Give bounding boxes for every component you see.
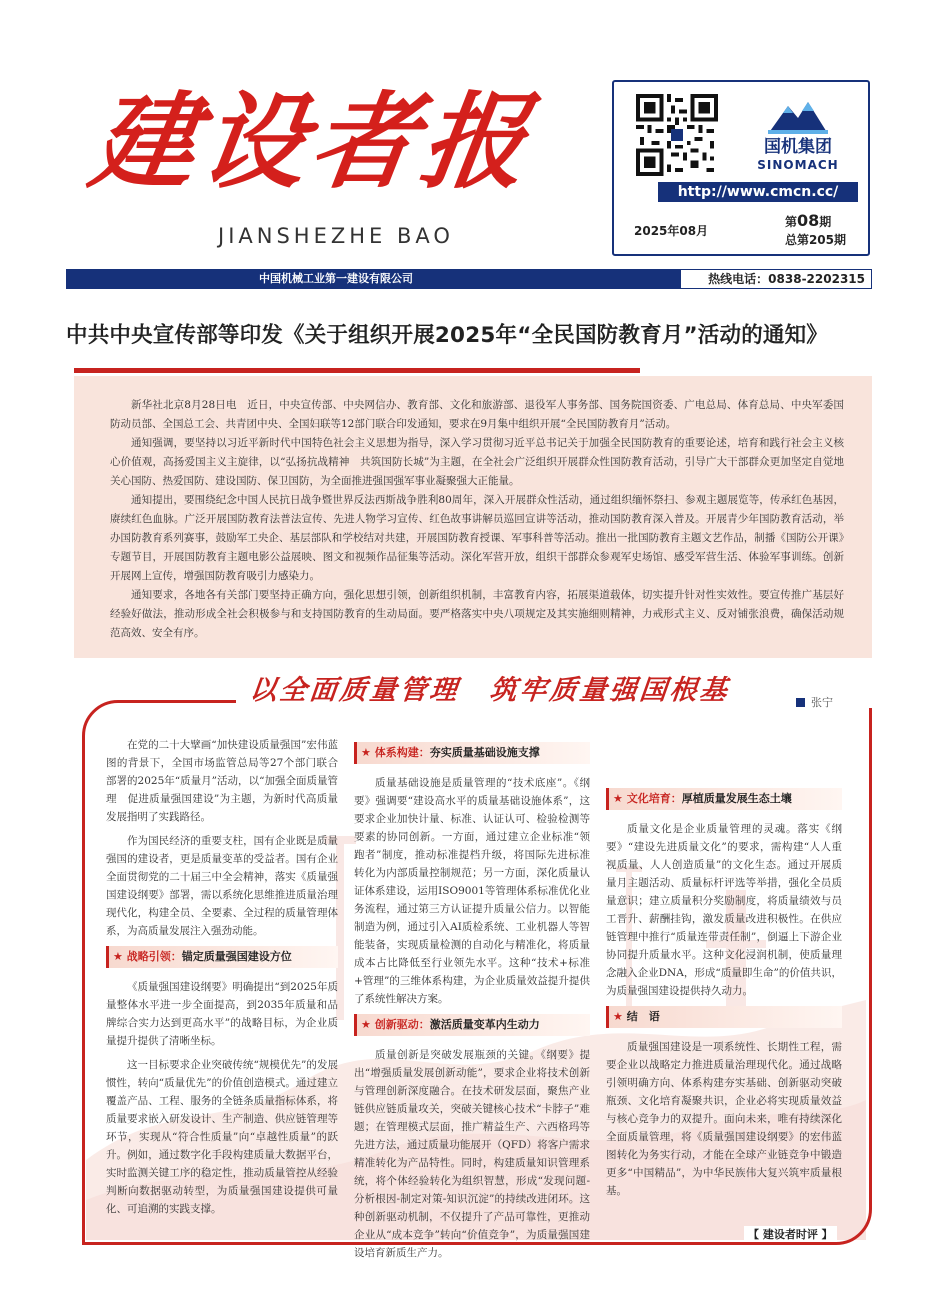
feature-paragraph: 质量文化是企业质量管理的灵魂。落实《纲要》“建设先进质量文化”的要求，需构建“人人重视质量、人人创造质量”的文化生态。通过开展质量月主题活动、质量标杆评选等举措，强化全员质量意识；建立质量积分奖励制度，将质量绩效与员工晋升、薪酬挂钩，激发质量改进积极性。在供应链管理中推行“质量连带责任制”，倒逼上下游企业协同提升质量水平。这种文化浸润机制，使质量理念融入企业DNA，形成“质量即生命”的价值共识，为质量强国建设提供持久动力。 xyxy=(606,823,842,997)
total-issue: 总第205期 xyxy=(784,233,846,247)
star-icon: ★ xyxy=(613,792,623,805)
commentary-tag: 【 建设者时评 】 xyxy=(744,1226,837,1242)
byline-square-icon xyxy=(796,698,805,707)
lead-paragraph: 通知要求，各地各有关部门要坚持正确方向，强化思想引领，创新组织机制，丰富教育内容，拓展渠道载体，切实提升针对性实效性。要宣传推广基层好经验好做法，推动形成全社会积极参与和支持国防教育的生动局面。要严格落实中央八项规定及其实施细则精神，力戒形式主义、反对铺张浪费，确保活动规范高效、安全有序。 xyxy=(110,589,844,639)
feature-paragraph: 这一目标要求企业突破传统“规模优先”的发展惯性，转向“质量优先”的价值创造模式。通过建立覆盖产品、工程、服务的全链条质量指标体系，将质量要求嵌入研发设计、生产制造、供应链管理等环节，实现从“符合性质量”向“卓越性质量”的跃升。例如，通过数字化手段构建质量大数据平台，实时监测关键工序的稳定性，推动质量管控从经验判断向数据驱动转型，为质量强国建设提供可量化、可追溯的实践支撑。 xyxy=(106,1059,338,1215)
newspaper-logo xyxy=(83,72,568,248)
feature-paragraph: 质量基础设施是质量管理的“技术底座”。《纲要》强调要“建设高水平的质量基础设施体系”，这要求企业加快计量、标准、认证认可、检验检测等要素的协同创新。一方面，通过建立企业标准“领跑者”制度，推动标准提档升级，将国际先进标准转化为内部质量控制规范；另一方面，深化质量认证体系建设，运用ISO9001等管理体系标准优化业务流程，通过第三方认证提升质量公信力。以智能制造为例，通过引入AI质检系统、工业机器人等智能装备，实现质量检测的自动化与精准化，将质量成本占比降低至行业领先水平。这种“技术+标准+管理”的三维体系构建，为企业质量效益提升提供了系统性解决方案。 xyxy=(354,777,590,1005)
lead-headline: 中共中央宣传部等印发《关于组织开展2025年“全民国防教育月”活动的通知》 xyxy=(66,323,829,348)
sinomach-logo xyxy=(748,96,848,176)
feature-column-2 xyxy=(354,746,590,1268)
lead-paragraph: 通知提出，要围绕纪念中国人民抗日战争暨世界反法西斯战争胜利80周年，深入开展群众性活动，通过组织缅怀祭扫、参观主题展览等，传承红色基因，赓续红色血脉。广泛开展国防教育法普法宣传、先进人物学习宣传、红色故事讲解员巡回宣讲等活动，推动国防教育深入普及。开展青少年国防教育活动，举办国防教育系列赛事，鼓励军工央企、基层部队和学校结对共建，开展国防教育授课、军事科普等活动。推出一批国防教育主题文艺作品，制播《国防公开课》专题节目，开展国防教育主题电影公益展映、图文和视频作品征集等活动。深化军营开放，组织干部群众参观军史场馆、感受军营生活、体验军事训练。创新开展网上宣传，增强国防教育吸引力感染力。 xyxy=(110,494,844,582)
feature-paragraph: 质量强国建设是一项系统性、长期性工程，需要企业以战略定力推进质量治理现代化。通过战略引领明确方向、体系构建夯实基础、创新驱动突破瓶颈、文化培育凝聚共识，企业必将实现质量效益与核心竞争力的双提升。面向未来，唯有持续深化全面质量管理，将《质量强国建设纲要》的宏伟蓝图转化为务实行动，才能在全球产业链竞争中锻造更多“中国精品”，为中华民族伟大复兴筑牢质量根基。 xyxy=(606,1041,842,1197)
org-name: 中国机械工业第一建设有限公司 xyxy=(67,270,681,288)
website-url[interactable]: http://www.cmcn.cc/ xyxy=(658,182,858,202)
hotline: 热线电话：0838-2202315 xyxy=(708,272,865,286)
issue-date: 2025年08月 xyxy=(634,224,709,238)
qr-code-icon xyxy=(636,94,718,176)
star-icon: ★ xyxy=(613,1010,623,1023)
section-heading-conclusion: ★ 结 语 xyxy=(606,1006,842,1028)
lead-paragraph: 通知强调，要坚持以习近平新时代中国特色社会主义思想为指导，深入学习贯彻习近平总书记关于加强全民国防教育的重要论述，培育和践行社会主义核心价值观，高扬爱国主义主旋律，以“弘扬抗战精神 共筑国防长城”为主题，在全社会广泛组织开展群众性国防教育活动，引导广大干部群众更加坚定自觉地关心国防、热爱国防、建设国防、保卫国防，为全面推进强国强军事业凝聚强大正能量。 xyxy=(110,437,844,487)
lead-paragraph: 新华社北京8月28日电 近日，中央宣传部、中央网信办、教育部、文化和旅游部、退役军人事务部、国务院国资委、广电总局、体育总局、中央军委国防动员部、全国总工会、共青团中央、全国妇联等12部门联合印发通知，要求在9月集中组织开展“全民国防教育月”活动。 xyxy=(110,399,844,430)
star-icon: ★ xyxy=(361,746,371,759)
group-name-en: SINOMACH xyxy=(757,158,839,172)
feature-paragraph: 《质量强国建设纲要》明确提出“到2025年质量整体水平进一步全面提高，到2035年质量和品牌综合实力达到更高水平”的战略目标，为企业质量提升提供了清晰坐标。 xyxy=(106,981,338,1047)
author-name: 张宁 xyxy=(811,696,833,709)
issue-number: 第08期 xyxy=(784,211,832,230)
feature-paragraph: 质量创新是突破发展瓶颈的关键。《纲要》提出“增强质量发展创新动能”，要求企业将技术创新与管理创新深度融合。在技术研发层面，聚焦产业链供应链质量攻关，突破关键核心技术“卡脖子”难题；在管理模式层面，推广精益生产、六西格玛等先进方法，通过质量功能展开（QFD）将客户需求精准转化为产品特性。同时，构建质量知识管理系统，将个体经验转化为组织智慧，形成“发现问题-分析根因-制定对策-知识沉淀”的持续改进闭环。这种创新驱动机制，不仅提升了产品可靠性，更推动企业从“成本竞争”转向“价值竞争”，为质量强国建设培育新质生产力。 xyxy=(354,1049,590,1259)
headline-rule xyxy=(74,368,640,373)
section-heading-innovation: ★ 创新驱动：激活质量变革内生动力 xyxy=(354,1014,590,1036)
section-heading-system: ★ 体系构建：夯实质量基础设施支撑 xyxy=(354,742,590,764)
logo-calligraphy: 建设者报 xyxy=(83,80,541,203)
group-name-cn: 国机集团 xyxy=(764,137,832,157)
issue-number-block xyxy=(785,212,846,249)
author-byline xyxy=(796,694,833,710)
feature-column-1 xyxy=(106,736,338,1224)
logo-latin: JIANSHEZHE BAO xyxy=(218,224,454,248)
feature-paragraph: 作为国民经济的重要支柱，国有企业既是质量强国的建设者，更是质量变革的受益者。国有企业全面贯彻党的二十届三中全会精神，落实《质量强国建设纲要》部署，需以系统化思维推进质量治理现代化，构建全员、全要素、全过程的质量管理体系，为高质量发展注入强劲动能。 xyxy=(106,835,338,937)
section-heading-culture: ★ 文化培育：厚植质量发展生态土壤 xyxy=(606,788,842,810)
feature-paragraph: 在党的二十大擘画“加快建设质量强国”宏伟蓝图的背景下，全国市场监管总局等27个部门联合部署的2025年“质量月”活动，以“加强全面质量管理 促进质量强国建设”为主题，为新时代高质量发展指明了实践路径。 xyxy=(106,739,338,823)
masthead-infobox xyxy=(612,80,870,256)
star-icon: ★ xyxy=(361,1018,371,1031)
section-heading-strategy: ★ 战略引领：锚定质量强国建设方位 xyxy=(106,946,338,968)
lead-article-body xyxy=(74,376,872,658)
org-bar xyxy=(66,269,872,289)
feature-title: 以全面质量管理 筑牢质量强国根基 xyxy=(248,675,732,706)
feature-column-3 xyxy=(606,782,842,1206)
star-icon: ★ xyxy=(113,950,123,963)
sinomach-mountain-icon xyxy=(766,96,830,136)
